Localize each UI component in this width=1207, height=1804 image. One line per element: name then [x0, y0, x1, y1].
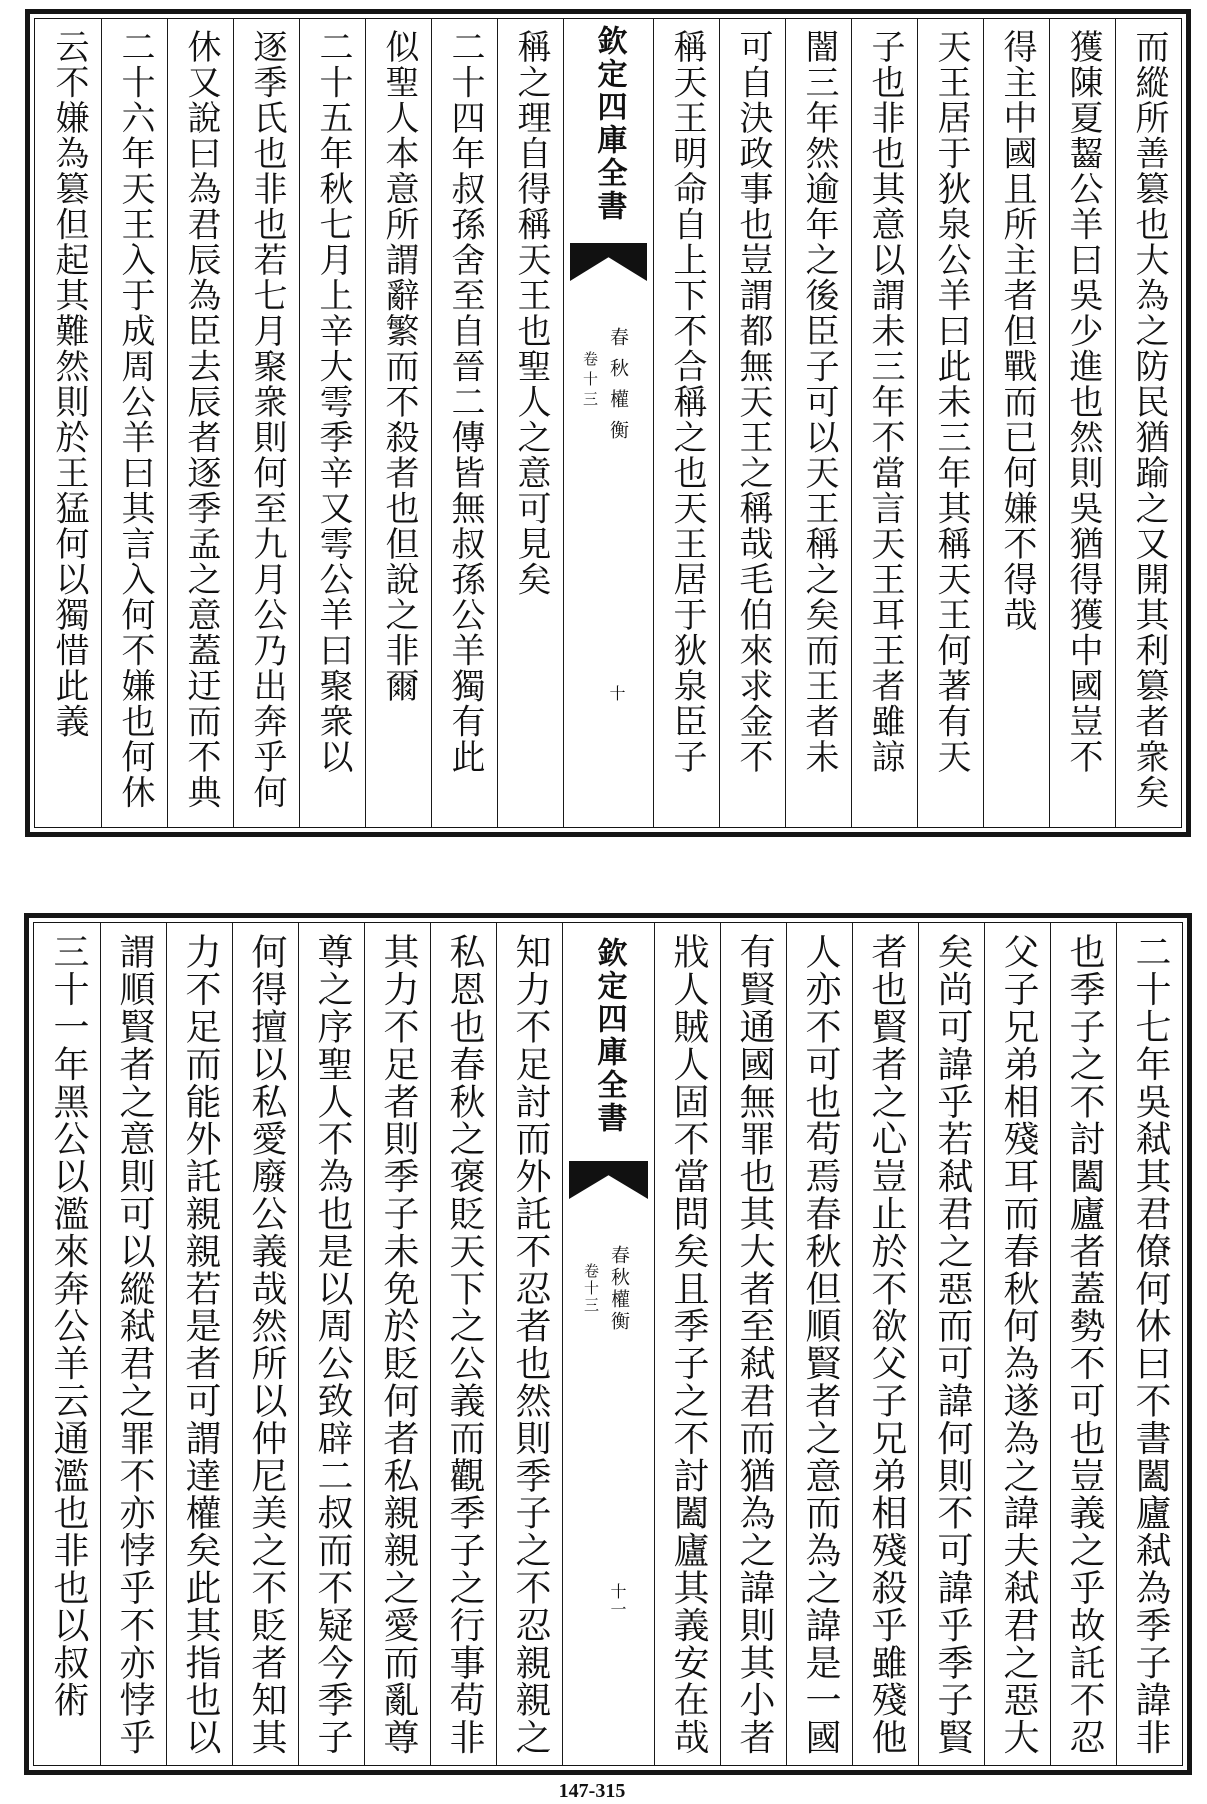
- text-column: 父子兄弟相殘耳而春秋何為遂為之諱夫弒君之惡大: [984, 923, 1050, 1765]
- text-column: 私恩也春秋之褒貶天下之公義而觀季子之行事苟非: [430, 923, 496, 1765]
- text-column: 二十六年天王入于成周公羊曰其言入何不嫌也何休: [101, 19, 167, 827]
- center-column: [562, 923, 654, 1765]
- text-column: 二十七年吳弒其君僚何休曰不書闔廬弒為季子諱非: [1116, 923, 1182, 1765]
- text-column: 何得擅以私愛廢公義哉然所以仲尼美之不貶者知其: [232, 923, 298, 1765]
- fishtail-ornament: [569, 1161, 648, 1199]
- fishtail-ornament: [570, 243, 647, 281]
- book-title-wrap: [564, 25, 653, 223]
- juan-number: 卷十三: [582, 1263, 600, 1314]
- text-column: 闇三年然逾年之後臣子可以天王稱之矣而王者未: [785, 19, 851, 827]
- text-column: 戕人賊人固不當問矣且季子之不討闔廬其義安在哉: [654, 923, 720, 1765]
- book-title: 欽定四庫全書: [591, 937, 627, 1135]
- page-frame: [34, 18, 1182, 828]
- text-column: 二十五年秋七月上辛大雩季辛又雩公羊曰聚衆以: [299, 19, 365, 827]
- juan-number: 卷十三: [581, 351, 599, 411]
- text-column: 天王居于狄泉公羊曰此未三年其稱天王何著有天: [917, 19, 983, 827]
- text-column: 似聖人本意所謂辭繁而不殺者也但說之非爾: [365, 19, 431, 827]
- leaf-number: 十一: [608, 1583, 627, 1619]
- text-column: 逐季氏也非也若七月聚衆則何至九月公乃出奔乎何: [233, 19, 299, 827]
- text-column: 三十一年黑公以濫來奔公羊云通濫也非也以叔術: [48, 933, 89, 1719]
- upper-half-page: [25, 9, 1191, 837]
- text-column: 有賢通國無罪也其大者至弒君而猶為之諱則其小者: [720, 923, 786, 1765]
- book-title-wrap: [563, 937, 654, 1135]
- page-frame: [33, 922, 1183, 1766]
- text-column: 也季子之不討闔廬者蓋勢不可也豈義之乎故託不忍: [1050, 923, 1116, 1765]
- text-column: 獲陳夏齧公羊曰吳少進也然則吳猶得獲中國豈不: [1049, 19, 1115, 827]
- book-title: 欽定四庫全書: [591, 25, 627, 223]
- text-column: 謂順賢者之意則可以縱弒君之罪不亦悖乎不亦悖乎: [100, 923, 166, 1765]
- text-column: 矣尚可諱乎若弒君之惡而可諱何則不可諱乎季子賢: [918, 923, 984, 1765]
- center-column: [563, 19, 653, 827]
- text-column: 其力不足者則季子未免於貶何者私親親之愛而亂尊: [364, 923, 430, 1765]
- text-column: 云不嫌為篡但起其難然則於王猛何以獨惜此義: [49, 29, 89, 739]
- text-column: 稱之理自得稱天王也聖人之意可見矣: [497, 19, 563, 827]
- text-column: 稱天王明命自上下不合稱之也天王居于狄泉臣子: [653, 19, 719, 827]
- text-column: 知力不足討而外託不忍者也然則季子之不忍親親之: [496, 923, 562, 1765]
- text-column: 可自決政事也豈謂都無天王之稱哉毛伯來求金不: [719, 19, 785, 827]
- work-title: 春秋權衡: [607, 327, 629, 451]
- text-column: 尊之序聖人不為也是以周公致辟二叔而不疑今季子: [298, 923, 364, 1765]
- text-column: 子也非也其意以謂未三年不當言天王耳王者雖諒: [851, 19, 917, 827]
- lower-half-page: [24, 913, 1192, 1775]
- text-column: 得主中國且所主者但戰而已何嫌不得哉: [983, 19, 1049, 827]
- text-column: 力不足而能外託親親若是者可謂達權矣此其指也以: [166, 923, 232, 1765]
- fishtail-shape: [570, 243, 647, 281]
- page-number: 147-315: [558, 1780, 626, 1802]
- text-column: 人亦不可也苟焉春秋但順賢者之意而為之諱是一國: [786, 923, 852, 1765]
- fishtail-shape: [569, 1161, 648, 1199]
- text-column: 者也賢者之心豈止於不欲父子兄弟相殘殺乎雖殘他: [852, 923, 918, 1765]
- leaf-number: 十: [607, 685, 626, 703]
- text-column: 而縱所善篡也大為之防民猶踰之又開其利篡者衆矣: [1115, 19, 1181, 827]
- text-column: 休又說曰為君辰為臣去辰者逐季孟之意蓋迂而不典: [167, 19, 233, 827]
- text-column: 二十四年叔孫舍至自晉二傳皆無叔孫公羊獨有此: [431, 19, 497, 827]
- work-title: 春秋權衡: [608, 1245, 630, 1333]
